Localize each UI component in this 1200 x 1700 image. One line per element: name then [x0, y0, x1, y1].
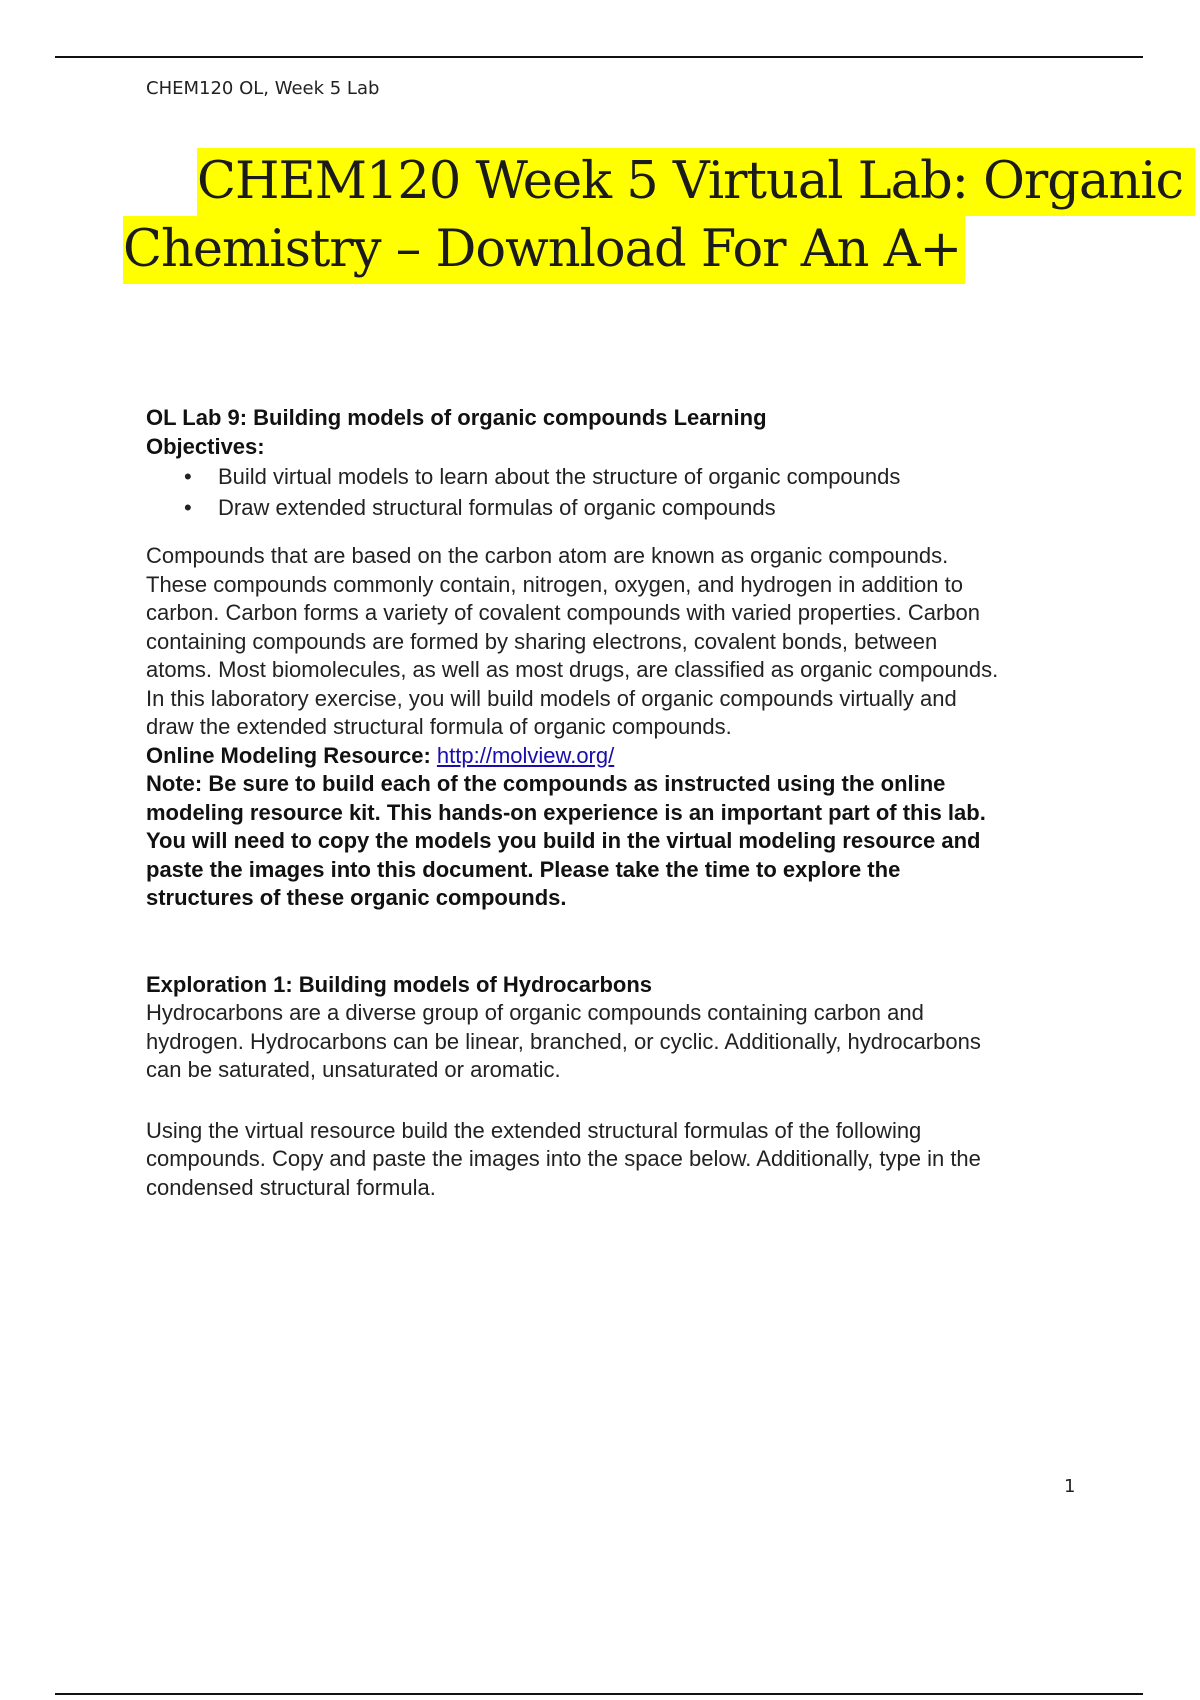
- paragraph-line: Hydrocarbons are a diverse group of organic compounds containing carbon and: [146, 1000, 924, 1025]
- paragraph-line: can be saturated, unsaturated or aromatic.: [146, 1057, 561, 1082]
- paragraph-line: Note: Be sure to build each of the compounds as instructed using the online: [146, 771, 946, 796]
- paragraph-line: carbon. Carbon forms a variety of covalent compounds with varied properties. Carbon: [146, 600, 980, 625]
- paragraph-line: compounds. Copy and paste the images into the space below. Additionally, type in the: [146, 1146, 981, 1171]
- paragraph-line: hydrogen. Hydrocarbons can be linear, branched, or cyclic. Additionally, hydrocarbons: [146, 1028, 981, 1054]
- objective-text: Draw extended structural formulas of organic compounds: [218, 495, 776, 520]
- paragraph-line: atoms. Most biomolecules, as well as most drugs, are classified as organic compounds.: [146, 657, 999, 682]
- header-rule: [55, 56, 1143, 58]
- paragraph-line: condensed structural formula.: [146, 1174, 436, 1200]
- resource-line: [146, 742, 1086, 771]
- objectives-label: Objectives:: [146, 433, 265, 459]
- paragraph-line: You will need to copy the models you build in the virtual modeling resource and: [146, 828, 981, 853]
- running-header: CHEM120 OL, Week 5 Lab: [146, 78, 380, 99]
- paragraph-line: Compounds that are based on the carbon atom are known as organic compounds.: [146, 543, 949, 568]
- document-body: [146, 404, 1086, 1202]
- paragraph-line: These compounds commonly contain, nitrogen, oxygen, and hydrogen in addition to: [146, 571, 963, 597]
- bullet-icon: •: [184, 464, 192, 489]
- bullet-icon: •: [184, 495, 192, 520]
- title-line-2: Chemistry – Download For An A+: [123, 216, 965, 284]
- paragraph-line: paste the images into this document. Please take the time to explore the: [146, 856, 901, 882]
- document-title: [123, 148, 1184, 284]
- list-item: [146, 494, 1086, 525]
- exploration-heading: Exploration 1: Building models of Hydrocarbons: [146, 971, 653, 997]
- page-number: 1: [1064, 1476, 1076, 1497]
- molview-link[interactable]: http://molview.org/: [436, 742, 615, 768]
- paragraph-line: draw the extended structural formula of organic compounds.: [146, 714, 732, 739]
- list-item: [146, 463, 1086, 494]
- paragraph-line: modeling resource kit. This hands-on experience is an important part of this lab.: [146, 799, 986, 825]
- lab-heading: OL Lab 9: Building models of organic compounds Learning: [146, 405, 767, 430]
- footer-rule: [55, 1693, 1143, 1695]
- title-line-1: CHEM120 Week 5 Virtual Lab: Organic: [197, 148, 1195, 216]
- paragraph-line: Using the virtual resource build the extended structural formulas of the following: [146, 1117, 922, 1143]
- paragraph-line: containing compounds are formed by sharing electrons, covalent bonds, between: [146, 628, 938, 654]
- exploration-paragraph-2: [146, 1117, 1086, 1203]
- objectives-list: [146, 463, 1086, 525]
- note-paragraph: [146, 770, 1086, 913]
- exploration-section: [146, 971, 1086, 1203]
- paragraph-line: In this laboratory exercise, you will build models of organic compounds virtually and: [146, 685, 957, 711]
- exploration-paragraph-1: [146, 999, 1086, 1085]
- intro-paragraph: [146, 542, 1086, 742]
- objective-text: Build virtual models to learn about the structure of organic compounds: [218, 464, 901, 489]
- paragraph-line: structures of these organic compounds.: [146, 885, 567, 910]
- resource-label: Online Modeling Resource:: [146, 742, 437, 768]
